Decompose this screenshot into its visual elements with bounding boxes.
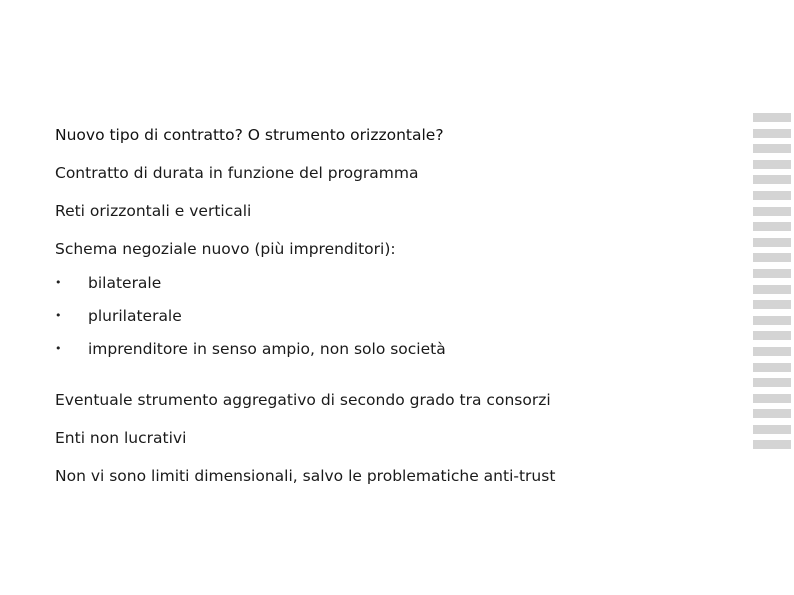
paragraph-strumento: Eventuale strumento aggregativo di secondo grado tra consorzi xyxy=(55,391,551,409)
decorative-stripes xyxy=(753,113,791,456)
decorative-stripe xyxy=(753,363,791,372)
decorative-stripe xyxy=(753,175,791,184)
paragraph-reti: Reti orizzontali e verticali xyxy=(55,202,252,220)
bullet-list xyxy=(55,272,715,360)
paragraph-limiti: Non vi sono limiti dimensionali, salvo le problematiche anti-trust xyxy=(55,467,556,485)
decorative-stripe xyxy=(753,129,791,138)
decorative-stripe xyxy=(753,238,791,247)
decorative-stripe xyxy=(753,113,791,122)
decorative-stripe xyxy=(753,160,791,169)
decorative-stripe xyxy=(753,409,791,418)
decorative-stripe xyxy=(753,269,791,278)
decorative-stripe xyxy=(753,144,791,153)
bullet-marker: • xyxy=(55,342,62,355)
slide-content xyxy=(55,124,715,487)
decorative-stripe xyxy=(753,285,791,294)
bullet-item xyxy=(55,272,715,294)
decorative-stripe xyxy=(753,378,791,387)
decorative-stripe xyxy=(753,207,791,216)
decorative-stripe xyxy=(753,253,791,262)
bullet-item xyxy=(55,305,715,327)
decorative-stripe xyxy=(753,300,791,309)
bullet-text: plurilaterale xyxy=(88,307,182,325)
bullet-marker: • xyxy=(55,276,62,289)
bullet-item xyxy=(55,338,715,360)
decorative-stripe xyxy=(753,331,791,340)
decorative-stripe xyxy=(753,394,791,403)
decorative-stripe xyxy=(753,316,791,325)
paragraph-durata: Contratto di durata in funzione del programma xyxy=(55,164,419,182)
decorative-stripe xyxy=(753,191,791,200)
paragraph-schema: Schema negoziale nuovo (più imprenditori): xyxy=(55,240,396,258)
decorative-stripe xyxy=(753,440,791,449)
bullet-text: imprenditore in senso ampio, non solo società xyxy=(88,340,446,358)
decorative-stripe xyxy=(753,222,791,231)
bullet-text: bilaterale xyxy=(88,274,162,292)
decorative-stripe xyxy=(753,425,791,434)
bullet-marker: • xyxy=(55,309,62,322)
paragraph-enti: Enti non lucrativi xyxy=(55,429,187,447)
decorative-stripe xyxy=(753,347,791,356)
slide-heading: Nuovo tipo di contratto? O strumento orizzontale? xyxy=(55,126,444,144)
